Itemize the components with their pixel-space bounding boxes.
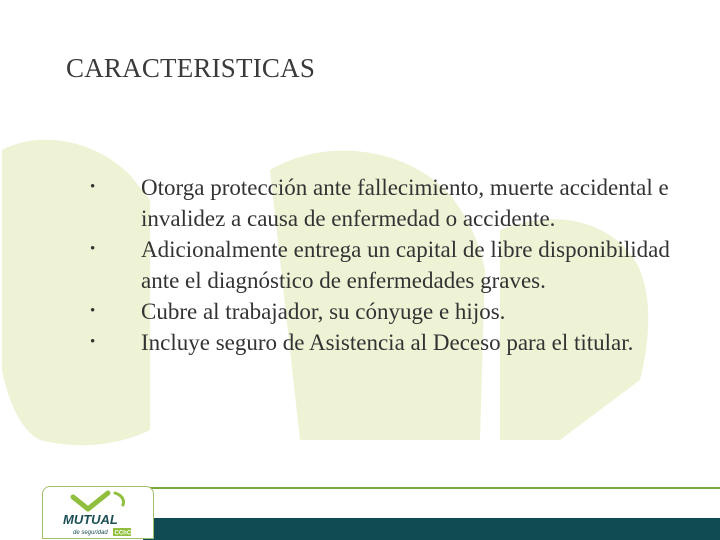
bullet-text: Adicionalmente entrega un capital de libre disponibilidad ante el diagnóstico de enfermedades graves. [141,237,670,293]
logo-wordmark: MUTUAL [63,512,118,527]
bullet-dot: • [90,179,96,195]
bullet-dot: • [90,241,96,257]
bullet-item [90,234,680,296]
bullet-item [90,327,680,358]
footer-green-line [143,487,720,489]
bullet-item [90,296,680,327]
bullet-text: Cubre al trabajador, su cónyuge e hijos. [141,299,506,324]
bullet-text: Incluye seguro de Asistencia al Deceso para el titular. [141,330,634,355]
footer-teal-band [143,518,720,540]
bullet-list [90,172,680,358]
footer-bar [0,486,720,540]
bullet-dot: • [90,334,96,350]
mutual-logo-icon [43,487,155,540]
logo-box [42,486,154,539]
bullet-dot: • [90,303,96,319]
bullet-text: Otorga protección ante fallecimiento, muerte accidental e invalidez a causa de enfermedad o accidente. [141,175,669,231]
bullet-item [90,172,680,234]
logo-badge: CChC [114,530,132,537]
logo-subtext: de seguridad [73,530,108,536]
slide-title: CARACTERISTICAS [66,53,316,83]
